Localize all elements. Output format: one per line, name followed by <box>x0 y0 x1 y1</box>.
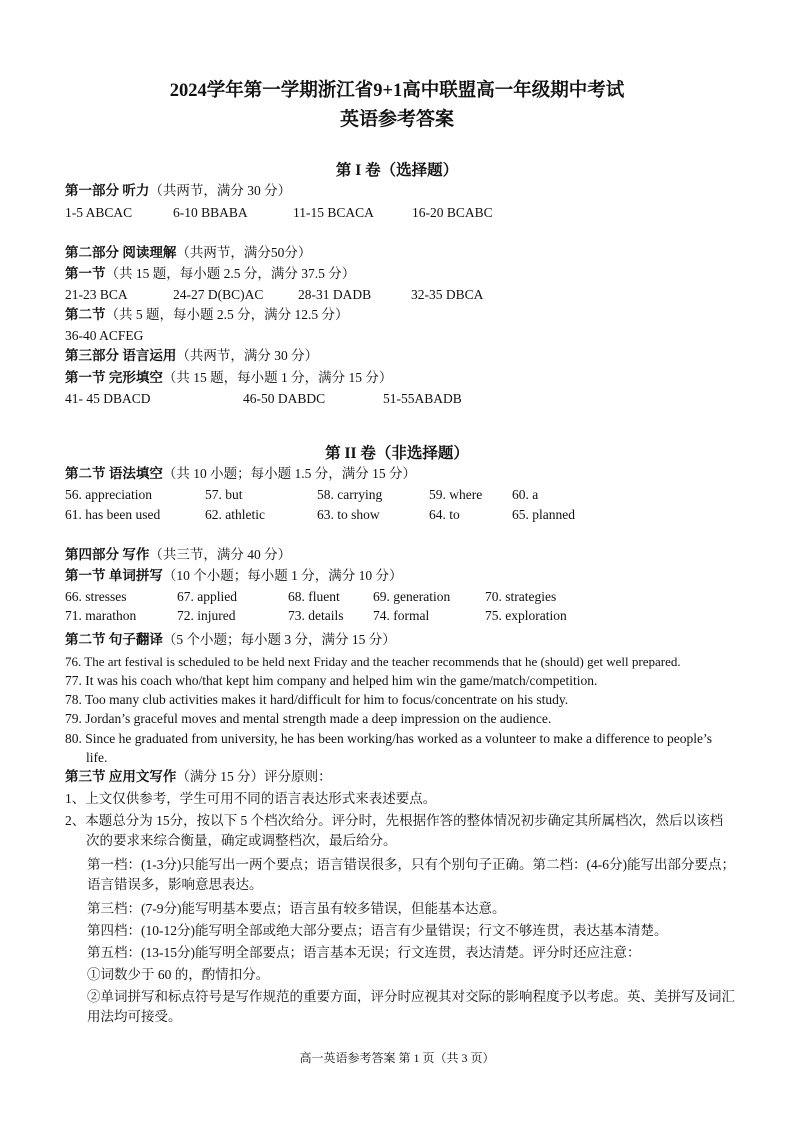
answer-item: 67. applied <box>177 589 237 604</box>
answer-group: 28-31 DADB <box>298 287 372 302</box>
part3-sec1-heading <box>65 369 392 387</box>
part1-note: （共两节，满分 30 分） <box>149 183 292 198</box>
part2-sec1-heading <box>65 265 355 283</box>
volume-2-heading: 第 II 卷（非选择题） <box>325 445 469 462</box>
answer-item: 57. but <box>205 487 243 502</box>
answer-group: 11-15 BCACA <box>293 205 374 220</box>
answer-item: 58. carrying <box>317 487 383 502</box>
spelling-note: （10 个小题；每小题 1 分，满分 10 分） <box>162 568 403 583</box>
answer-group: 6-10 BBABA <box>173 205 248 220</box>
part3-sec1-title: 第一节 完形填空 <box>65 370 163 385</box>
grammar-answers-row-1 <box>65 486 745 504</box>
part2-sec2-title: 第二节 <box>65 307 106 322</box>
spelling-answers-row-1 <box>65 588 745 606</box>
part2-sec1-answers <box>65 286 745 304</box>
answer-item: 64. to <box>429 507 460 522</box>
translation-title: 第二节 句子翻译 <box>65 632 163 647</box>
translation-item: 80. Since he graduated from university, he has been working/has worked as a volunteer to make a difference to people’s life. <box>65 731 713 765</box>
part2-title: 第二部分 阅读理解 <box>65 245 177 260</box>
scoring-level-5: 第五档：(13-15分)能写明全部要点；语言基本无误；行文连贯，表达清楚。评分时还应注意： <box>87 945 641 960</box>
translation-item: 79. Jordan’s graceful moves and mental strength made a deep impression on the audience. <box>65 711 552 726</box>
part4-note: （共三节，满分 40 分） <box>149 547 292 562</box>
part3-sec1-note: （共 15 题，每小题 1 分，满分 15 分） <box>162 370 393 385</box>
grammar-answers-row-2 <box>65 506 745 524</box>
answer-item: 71. marathon <box>65 608 137 623</box>
exam-subtitle: 英语参考答案 <box>339 109 454 130</box>
scoring-level-4: 第四档：(10-12分)能写明全部或绝大部分要点；语言有少量错误；行文不够连贯，表达基本清楚。 <box>87 923 668 938</box>
spelling-heading <box>65 567 403 585</box>
answer-group: 24-27 D(BC)AC <box>173 287 264 302</box>
answer-group: 51-55ABADB <box>383 391 462 406</box>
part4-title: 第四部分 写作 <box>65 547 150 562</box>
answer-item: 59. where <box>429 487 483 502</box>
translation-heading <box>65 631 396 649</box>
spelling-answers-row-2 <box>65 607 745 625</box>
answer-item: 56. appreciation <box>65 487 152 502</box>
part3-note: （共两节，满分 30 分） <box>176 348 319 363</box>
answer-item: 75. exploration <box>485 608 567 623</box>
answer-group: 32-35 DBCA <box>411 287 484 302</box>
writing-title: 第三节 应用文写作 <box>65 769 177 784</box>
page-footer: 高一英语参考答案 第 1 页（共 3 页） <box>299 1051 495 1065</box>
answer-group: 16-20 BCABC <box>412 205 493 220</box>
answer-item: 60. a <box>512 487 539 502</box>
part2-sec2-answers: 36-40 ACFEG <box>65 328 144 343</box>
part1-title: 第一部分 听力 <box>65 183 150 198</box>
answer-item: 66. stresses <box>65 589 127 604</box>
spelling-title: 第一节 单词拼写 <box>65 568 163 583</box>
answer-item: 73. details <box>288 608 344 623</box>
grammar-title: 第二节 语法填空 <box>65 466 163 481</box>
part3-heading <box>65 347 318 365</box>
answer-group: 46-50 DABDC <box>243 391 326 406</box>
scoring-rule-2: 2、本题总分为 15分，按以下 5 个档次给分。评分时，先根据作答的整体情况初步确定其所属档次，然后以该档次的要求来综合衡量，确定或调整档次，最后给分。 <box>65 813 724 848</box>
answer-item: 61. has been used <box>65 507 161 522</box>
scoring-note-1: ①词数少于 60 的，酌情扣分。 <box>87 967 270 982</box>
answer-item: 74. formal <box>373 608 430 623</box>
part4-heading <box>65 546 291 564</box>
answer-item: 69. generation <box>373 589 451 604</box>
part2-sec2-heading <box>65 306 349 324</box>
answer-group: 1-5 ABCAC <box>65 205 133 220</box>
answer-group: 21-23 BCA <box>65 287 128 302</box>
answer-group: 41- 45 DBACD <box>65 391 151 406</box>
scoring-note-2: ②单词拼写和标点符号是写作规范的重要方面，评分时应视其对交际的影响程度予以考虑。英、美拼写及词汇用法均可接受。 <box>87 989 735 1024</box>
scoring-rule-1: 1、上文仅供参考，学生可用不同的语言表达形式来表述要点。 <box>65 791 437 806</box>
grammar-heading <box>65 465 416 483</box>
grammar-note: （共 10 小题；每小题 1.5 分，满分 15 分） <box>162 466 416 481</box>
translation-item: 76. The art festival is scheduled to be held next Friday and the teacher recommends that he (should) get well prepared. <box>65 654 681 669</box>
translation-note: （5 个小题；每小题 3 分，满分 15 分） <box>162 632 396 647</box>
part2-note: （共两节，满分50分） <box>176 245 312 260</box>
part3-sec1-answers <box>65 390 745 408</box>
scoring-level-3: 第三档：(7-9分)能写明基本要点；语言虽有较多错误，但能基本达意。 <box>87 901 506 916</box>
answer-item: 63. to show <box>317 507 380 522</box>
writing-note: （满分 15 分）评分原则： <box>176 769 332 784</box>
translation-item: 78. Too many club activities makes it hard/difficult for him to focus/concentrate on his study. <box>65 692 569 707</box>
part3-title: 第三部分 语言运用 <box>65 348 177 363</box>
part2-heading <box>65 244 311 262</box>
answer-item: 68. fluent <box>288 589 340 604</box>
answer-item: 72. injured <box>177 608 236 623</box>
part1-heading <box>65 182 291 200</box>
writing-heading <box>65 768 332 786</box>
volume-1-heading: 第 I 卷（选择题） <box>335 162 459 179</box>
part1-answers <box>65 204 745 222</box>
answer-item: 62. athletic <box>205 507 265 522</box>
part2-sec2-note: （共 5 题，每小题 2.5 分，满分 12.5 分） <box>105 307 349 322</box>
translation-item: 77. It was his coach who/that kept him company and helped him win the game/match/competition. <box>65 673 598 688</box>
part2-sec1-title: 第一节 <box>65 266 106 281</box>
exam-title: 2024学年第一学期浙江省9+1高中联盟高一年级期中考试 <box>169 81 625 101</box>
scoring-levels-1-2: 第一档：(1-3分)只能写出一两个要点；语言错误很多，只有个别句子正确。第二档：(4-6分)能写出部分要点；语言错误多，影响意思表达。 <box>87 857 735 892</box>
answer-item: 70. strategies <box>485 589 557 604</box>
part2-sec1-note: （共 15 题，每小题 2.5 分，满分 37.5 分） <box>105 266 356 281</box>
answer-item: 65. planned <box>512 507 575 522</box>
